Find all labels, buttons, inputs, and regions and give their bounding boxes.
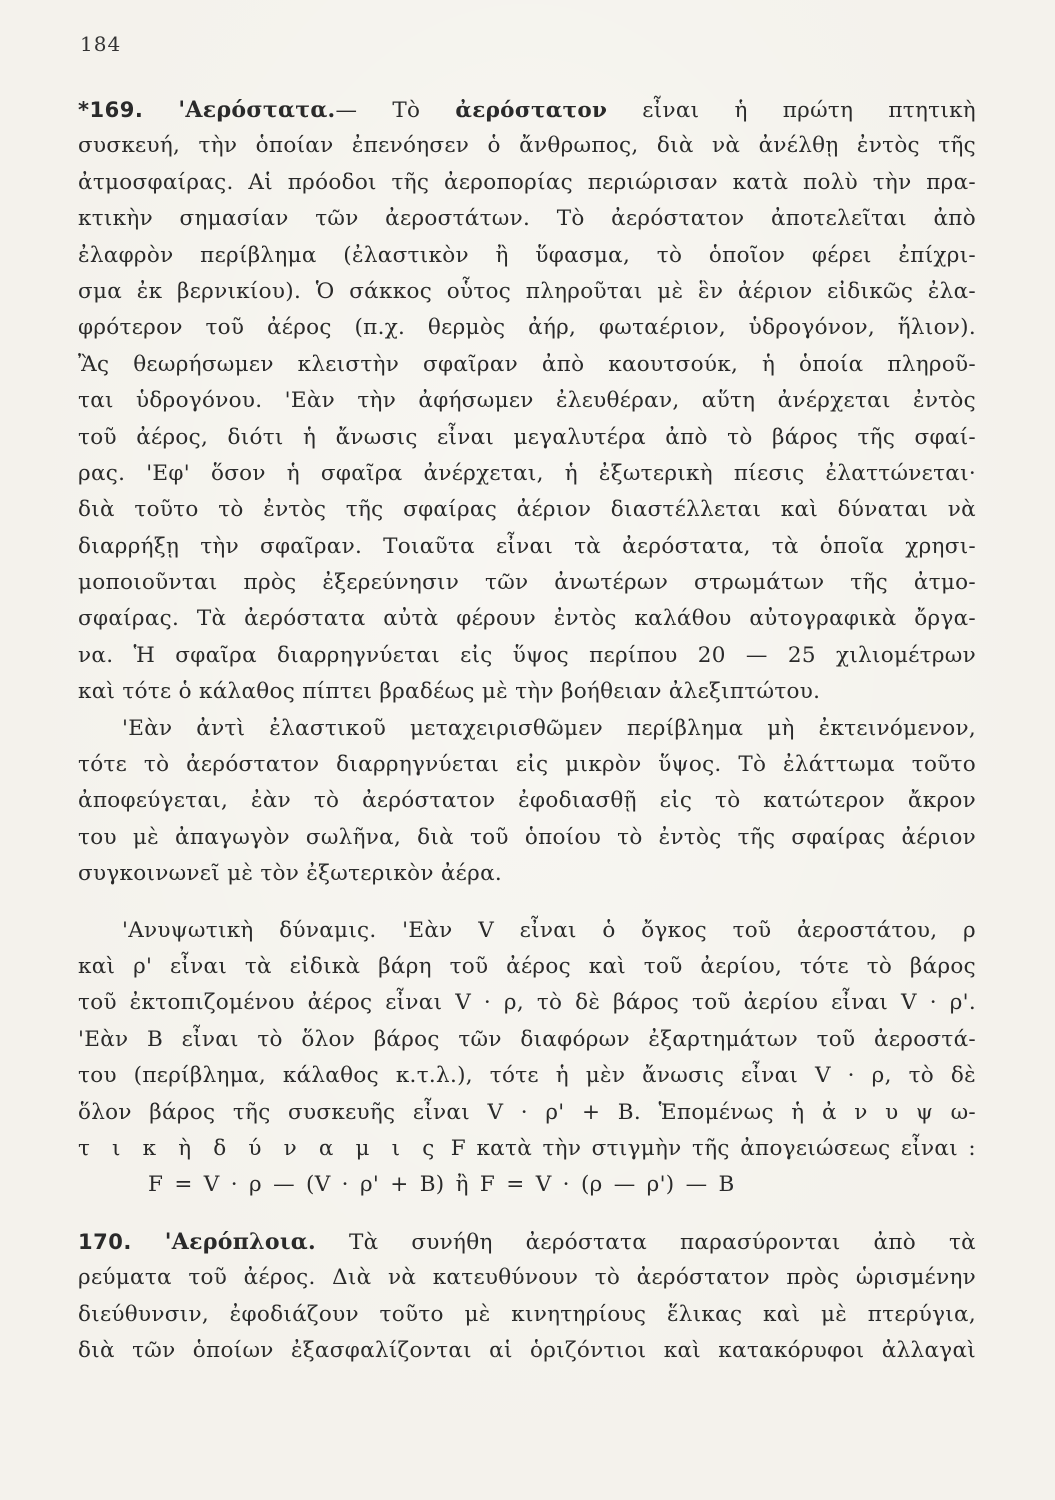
text-line: κτικὴν σημασίαν τῶν ἀεροστάτων. Τὸ ἀερόστατον ἀποτελεῖται ἀπὸ bbox=[78, 206, 976, 232]
text-line: συσκευή, τὴν ὁποίαν ἐπενόησεν ὁ ἄνθρωπος, διὰ νὰ ἀνέλθῃ ἐντὸς τῆς bbox=[78, 133, 976, 159]
heading-line-rest: εἶναι ἡ πρώτη πτητικὴ bbox=[642, 98, 976, 123]
section-169-heading-line bbox=[78, 92, 976, 128]
spaced-term-line bbox=[78, 1131, 976, 1167]
text-line: ὅλον βάρος τῆς συσκευῆς εἶναι V · ρ' + Β. Ἑπομένως ἡ ἀ ν υ ψ ω- bbox=[78, 1099, 976, 1125]
text-line: διεύθυνσιν, ἐφοδιάζουν τοῦτο μὲ κινητηρίους ἕλικας καὶ μὲ πτερύγια, bbox=[78, 1301, 976, 1327]
text-line: σμα ἐκ βερνικίου). Ὁ σάκκος οὗτος πληροῦται μὲ ἓν ἀέριον εἰδικῶς ἐλα- bbox=[78, 278, 976, 304]
text-line: ρας. 'Εφ' ὅσον ἡ σφαῖρα ἀνέρχεται, ἡ ἐξωτερικὴ πίεσις ἐλαττώνεται· bbox=[78, 460, 976, 486]
text-line: σφαίρας. Τὰ ἀερόστατα αὐτὰ φέρουν ἐντὸς καλάθου αὐτογραφικὰ ὄργα- bbox=[78, 606, 976, 632]
text-line: καὶ τότε ὁ κάλαθος πίπτει βραδέως μὲ τὴν βοήθειαν ἀλεξιπτώτου. bbox=[78, 679, 821, 705]
text-line: ται ὑδρογόνου. 'Εὰν τὴν ἀφήσωμεν ἐλευθέραν, αὕτη ἀνέρχεται ἐντὸς bbox=[78, 388, 976, 414]
text-line: τότε τὸ ἀερόστατον διαρρηγνύεται εἰς μικρὸν ὕψος. Τὸ ἐλάττωμα τοῦτο bbox=[78, 752, 976, 778]
text-line: τοῦ ἐκτοπιζομένου ἀέρος εἶναι V · ρ, τὸ δὲ βάρος τοῦ ἀερίου εἶναι V · ρ'. bbox=[78, 990, 976, 1016]
text-line: μοποιοῦνται πρὸς ἐξερεύνησιν τῶν ἀνωτέρων στρωμάτων τῆς ἀτμο- bbox=[78, 570, 976, 596]
paragraph-line: 'Ανυψωτικὴ δύναμις. 'Εὰν V εἶναι ὁ ὄγκος τοῦ ἀεροστάτου, ρ bbox=[122, 917, 976, 943]
text-line: φρότερον τοῦ ἀέρος (π.χ. θερμὸς ἀήρ, φωταέριον, ὑδρογόνον, ἥλιον). bbox=[78, 315, 976, 341]
text-line: να. Ἡ σφαῖρα διαρρηγνύεται εἰς ὕψος περίπου 20 — 25 χιλιομέτρων bbox=[78, 642, 976, 668]
page-number: 184 bbox=[80, 32, 122, 56]
text-line: του (περίβλημα, κάλαθος κ.τ.λ.), τότε ἡ μὲν ἄνωσις εἶναι V · ρ, τὸ δὲ bbox=[78, 1063, 976, 1089]
text-line: διαρρήξῃ τὴν σφαῖραν. Τοιαῦτα εἶναι τὰ ἀερόστατα, τὰ ὁποῖα χρησι- bbox=[78, 533, 976, 559]
text-line: του μὲ ἀπαγωγὸν σωλῆνα, διὰ τοῦ ὁποίου τὸ ἐντὸς τῆς σφαίρας ἀέριον bbox=[78, 824, 976, 850]
text-line: ἀποφεύγεται, ἐὰν τὸ ἀερόστατον ἐφοδιασθῇ εἰς τὸ κατώτερον ἄκρον bbox=[78, 788, 976, 814]
section-170-heading-line bbox=[78, 1224, 976, 1260]
text-line: διὰ τῶν ὁποίων ἐξασφαλίζονται αἱ ὁριζόντιοι καὶ κατακόρυφοι ἀλλαγαὶ bbox=[78, 1337, 976, 1363]
text-line: Ἂς θεωρήσωμεν κλειστὴν σφαῖραν ἀπὸ καουτσούκ, ἡ ὁποία πληροῦ- bbox=[78, 351, 976, 377]
text-line: ἀτμοσφαίρας. Αἱ πρόοδοι τῆς ἀεροπορίας περιώρισαν κατὰ πολὺ τὴν πρα- bbox=[78, 169, 976, 195]
text-line: καὶ ρ' εἶναι τὰ εἰδικὰ βάρη τοῦ ἀέρος καὶ τοῦ ἀερίου, τότε τὸ βάρος bbox=[78, 953, 976, 979]
heading-dash: — Τὸ bbox=[335, 98, 421, 123]
text-line: 'Εὰν Β εἶναι τὸ ὅλον βάρος τῶν διαφόρων ἐξαρτημάτων τοῦ ἀεροστά- bbox=[78, 1026, 976, 1052]
text-line: διὰ τοῦτο τὸ ἐντὸς τῆς σφαίρας ἀέριον διαστέλλεται καὶ δύναται νὰ bbox=[78, 497, 976, 523]
section-number: *169. bbox=[78, 98, 144, 122]
spaced-term: τ ι κ ὴ δ ύ ν α μ ι ς bbox=[78, 1135, 441, 1161]
text-line: ρεύματα τοῦ ἀέρος. Διὰ νὰ κατευθύνουν τὸ ἀερόστατον πρὸς ὡρισμένην bbox=[78, 1265, 976, 1291]
line-continuation: F κατὰ τὴν στιγμὴν τῆς ἀπογειώσεως εἶναι : bbox=[450, 1135, 976, 1161]
body-text bbox=[78, 92, 976, 1369]
section-title: 'Αερόπλοια. bbox=[164, 1228, 316, 1255]
formula: F = V · ρ — (V · ρ' + Β) ἢ F = V · (ρ — ρ') — Β bbox=[148, 1172, 735, 1198]
heading-line-rest: Τὰ συνήθη ἀερόστατα παρασύρονται ἀπὸ τὰ bbox=[348, 1229, 976, 1255]
section-title: 'Αερόστατα. bbox=[178, 97, 336, 123]
paragraph-line: 'Εὰν ἀντὶ ἐλαστικοῦ μεταχειρισθῶμεν περίβλημα μὴ ἐκτεινόμενον, bbox=[122, 715, 976, 741]
text-line: ἐλαφρὸν περίβλημα (ἐλαστικὸν ἢ ὕφασμα, τὸ ὁποῖον φέρει ἐπίχρι- bbox=[78, 242, 976, 268]
text-line: συγκοινωνεῖ μὲ τὸν ἐξωτερικὸν ἀέρα. bbox=[78, 861, 503, 887]
section-number: 170. bbox=[78, 1229, 132, 1254]
key-term: ἀερόστατον bbox=[455, 98, 608, 123]
text-line: τοῦ ἀέρος, διότι ἡ ἄνωσις εἶναι μεγαλυτέρα ἀπὸ τὸ βάρος τῆς σφαί- bbox=[78, 424, 976, 450]
